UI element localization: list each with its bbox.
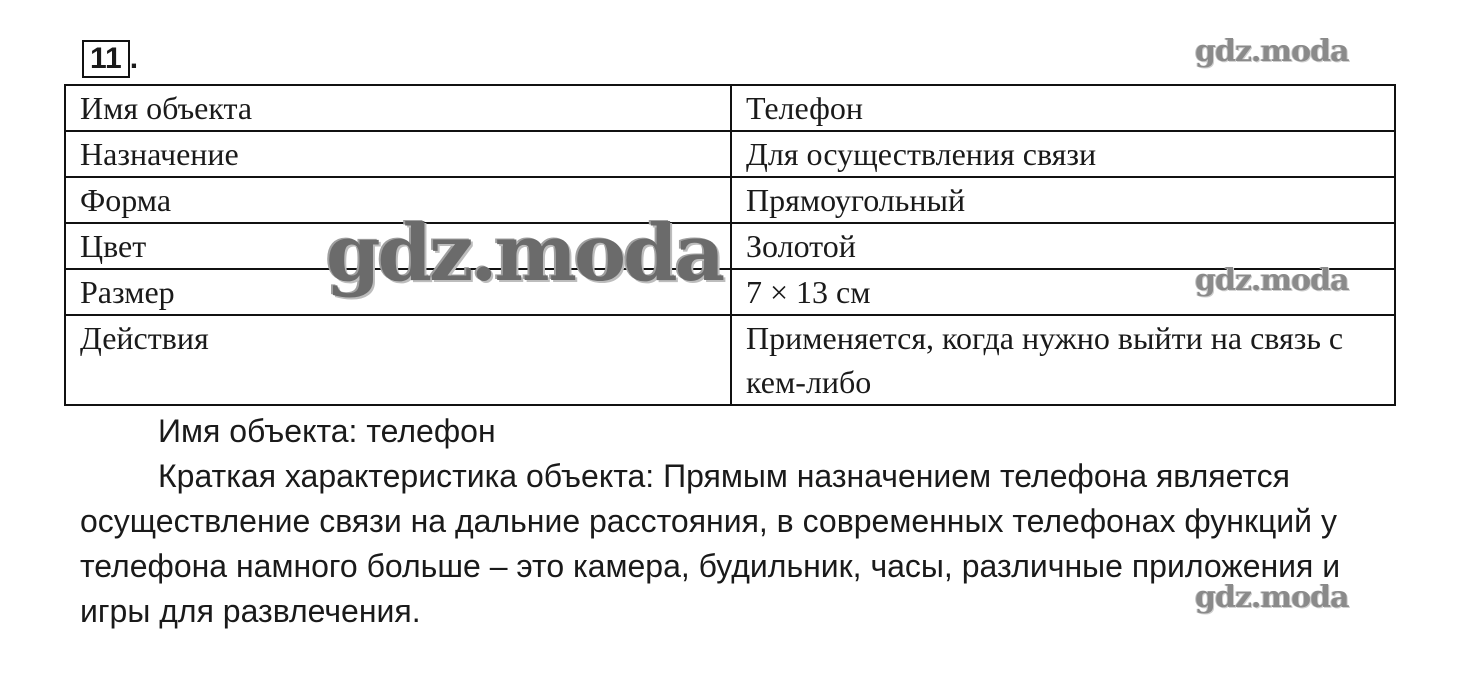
table-cell-value: Прямоугольный (731, 177, 1395, 223)
watermark-bottom: gdz.moda (1195, 580, 1349, 615)
task-number-dot: . (129, 42, 139, 75)
table-cell-value: Для осуществления связи (731, 131, 1395, 177)
table-cell-key: Цвет (65, 223, 731, 269)
table-cell-key: Форма (65, 177, 731, 223)
table-cell-value: Применяется, когда нужно выйти на связь с кем-либо (731, 315, 1395, 405)
table-cell-value: Золотой (731, 223, 1395, 269)
task-number-box: 11 (82, 40, 130, 78)
watermark-top: gdz.moda (1195, 34, 1349, 69)
table-row (65, 315, 1395, 405)
table-cell-value: 7 × 13 см (731, 269, 1395, 315)
watermark-center: gdz.moda (326, 208, 723, 299)
task-number (82, 40, 138, 78)
table-row (65, 177, 1395, 223)
object-table (64, 84, 1396, 406)
table-row (65, 85, 1395, 131)
table-cell-key: Размер (65, 269, 731, 315)
table-cell-key: Имя объекта (65, 85, 731, 131)
table-cell-key: Назначение (65, 131, 731, 177)
table-cell-key: Действия (65, 315, 731, 405)
object-description: Краткая характеристика объекта: Прямым назначением телефона является осуществление связи на дальние расстояния, в современных телефонах функций у телефона намного больше – это камера, будильник, часы, различные приложения и игры для развлечения. (80, 458, 1341, 629)
watermark-middle: gdz.moda (1195, 263, 1349, 298)
table-row (65, 131, 1395, 177)
object-name-line: Имя объекта: телефон (158, 413, 496, 449)
table-cell-value: Телефон (731, 85, 1395, 131)
answer-text (80, 409, 1390, 634)
